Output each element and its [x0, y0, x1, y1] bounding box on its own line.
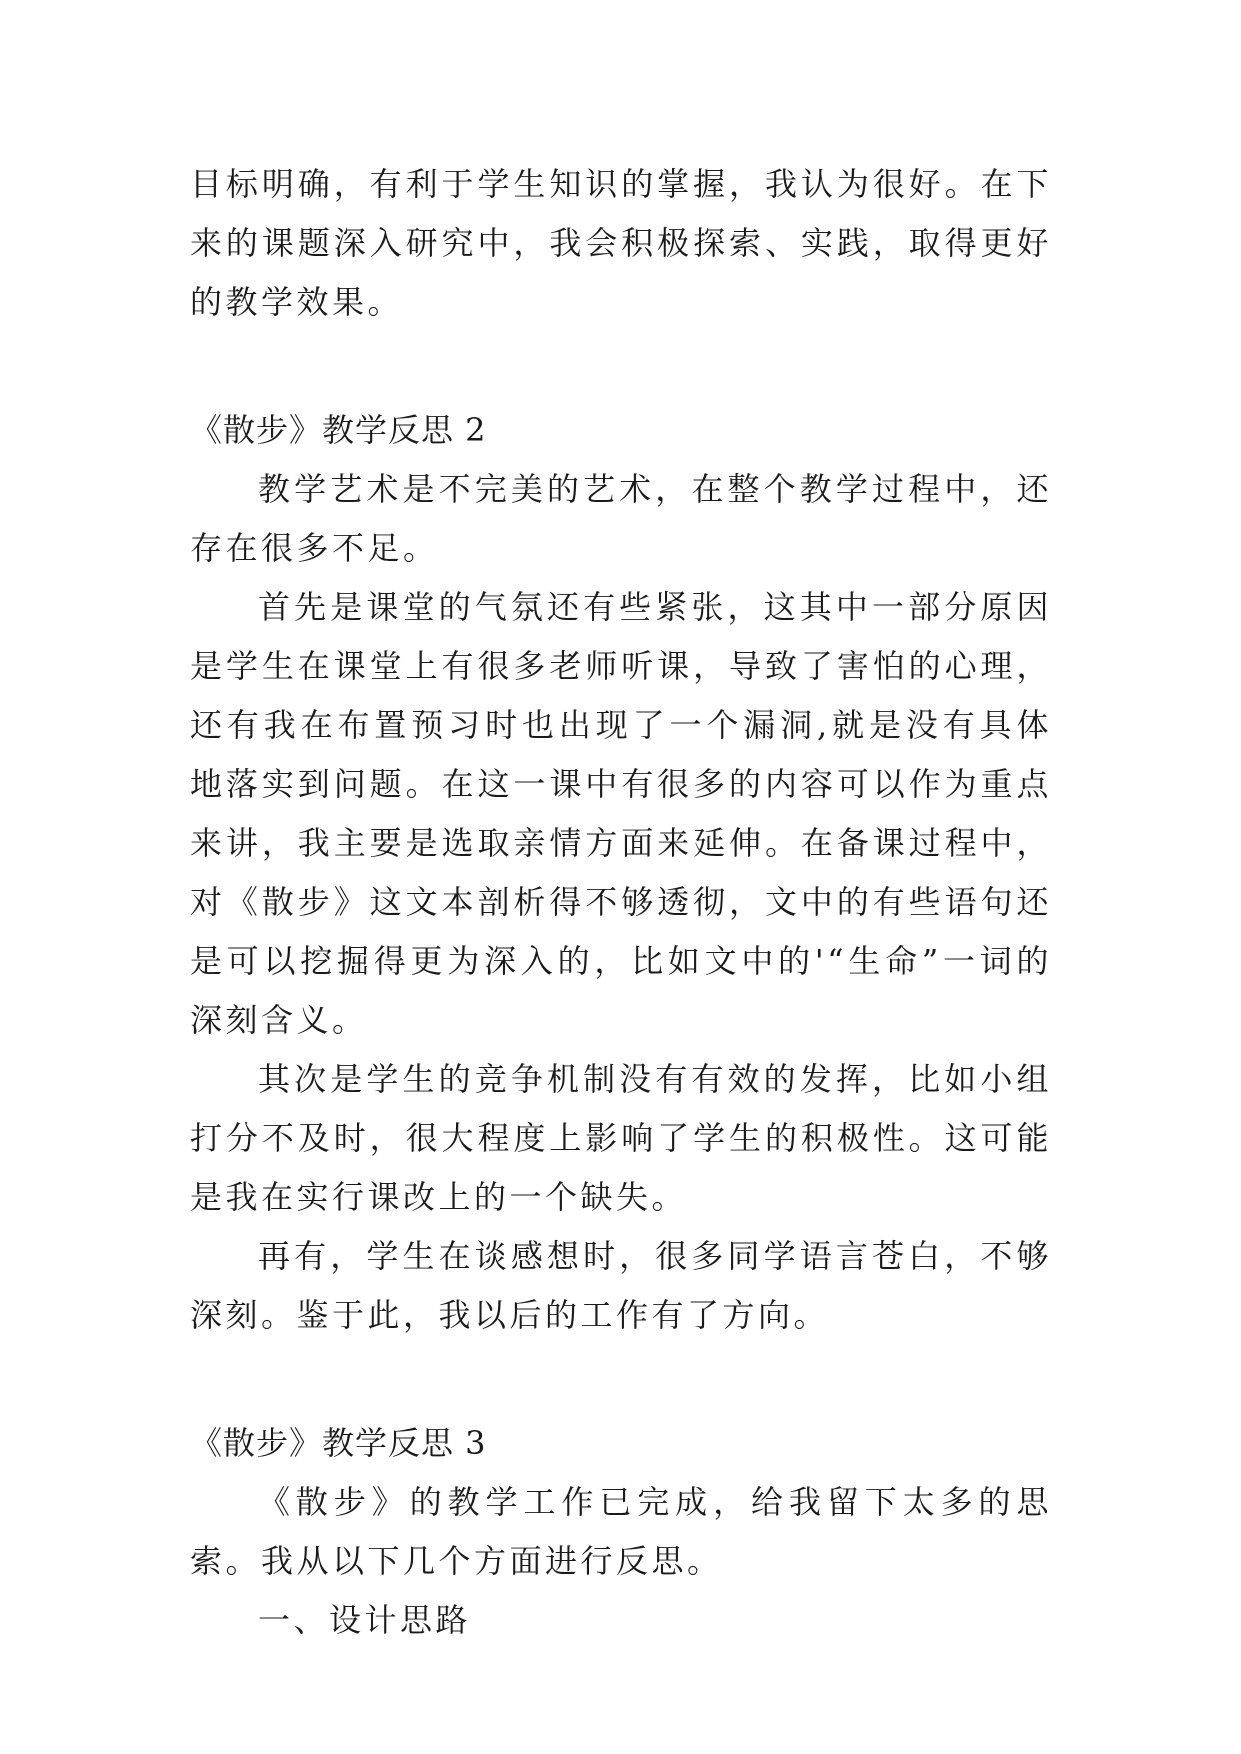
document-body — [190, 155, 1052, 1650]
paragraph-intro-3: 《散步》的教学工作已完成，给我留下太多的思索。我从以下几个方面进行反思。 — [190, 1483, 1052, 1580]
subsection-title-design: 一、设计思路 — [258, 1601, 472, 1639]
section-heading-3: 《散步》教学反思 3 — [190, 1424, 487, 1462]
paragraph-second-issue: 其次是学生的竞争机制没有有效的发挥，比如小组打分不及时，很大程度上影响了学生的积极性。这可能是我在实行课改上的一个缺失。 — [190, 1060, 1052, 1216]
paragraph-intro-2: 教学艺术是不完美的艺术，在整个教学过程中，还存在很多不足。 — [190, 470, 1052, 567]
paragraph-first-issue: 首先是课堂的气氛还有些紧张，这其中一部分原因是学生在课堂上有很多老师听课，导致了害怕的心理，还有我在布置预习时也出现了一个漏洞,就是没有具体地落实到问题。在这一课中有很多的内容可以作为重点来讲，我主要是选取亲情方面来延伸。在备课过程中，对《散步》这文本剖析得不够透彻，文中的有些语句还是可以挖掘得更为深入的，比如文中的'“生命”一词的深刻含义。 — [190, 588, 1052, 1039]
paragraph-conclusion: 目标明确，有利于学生知识的掌握，我认为很好。在下来的课题深入研究中，我会积极探索、实践，取得更好的教学效果。 — [190, 165, 1052, 321]
paragraph-third-issue: 再有，学生在谈感想时，很多同学语言苍白，不够深刻。鉴于此，我以后的工作有了方向。 — [190, 1237, 1052, 1334]
section-heading-2: 《散步》教学反思 2 — [190, 411, 487, 449]
